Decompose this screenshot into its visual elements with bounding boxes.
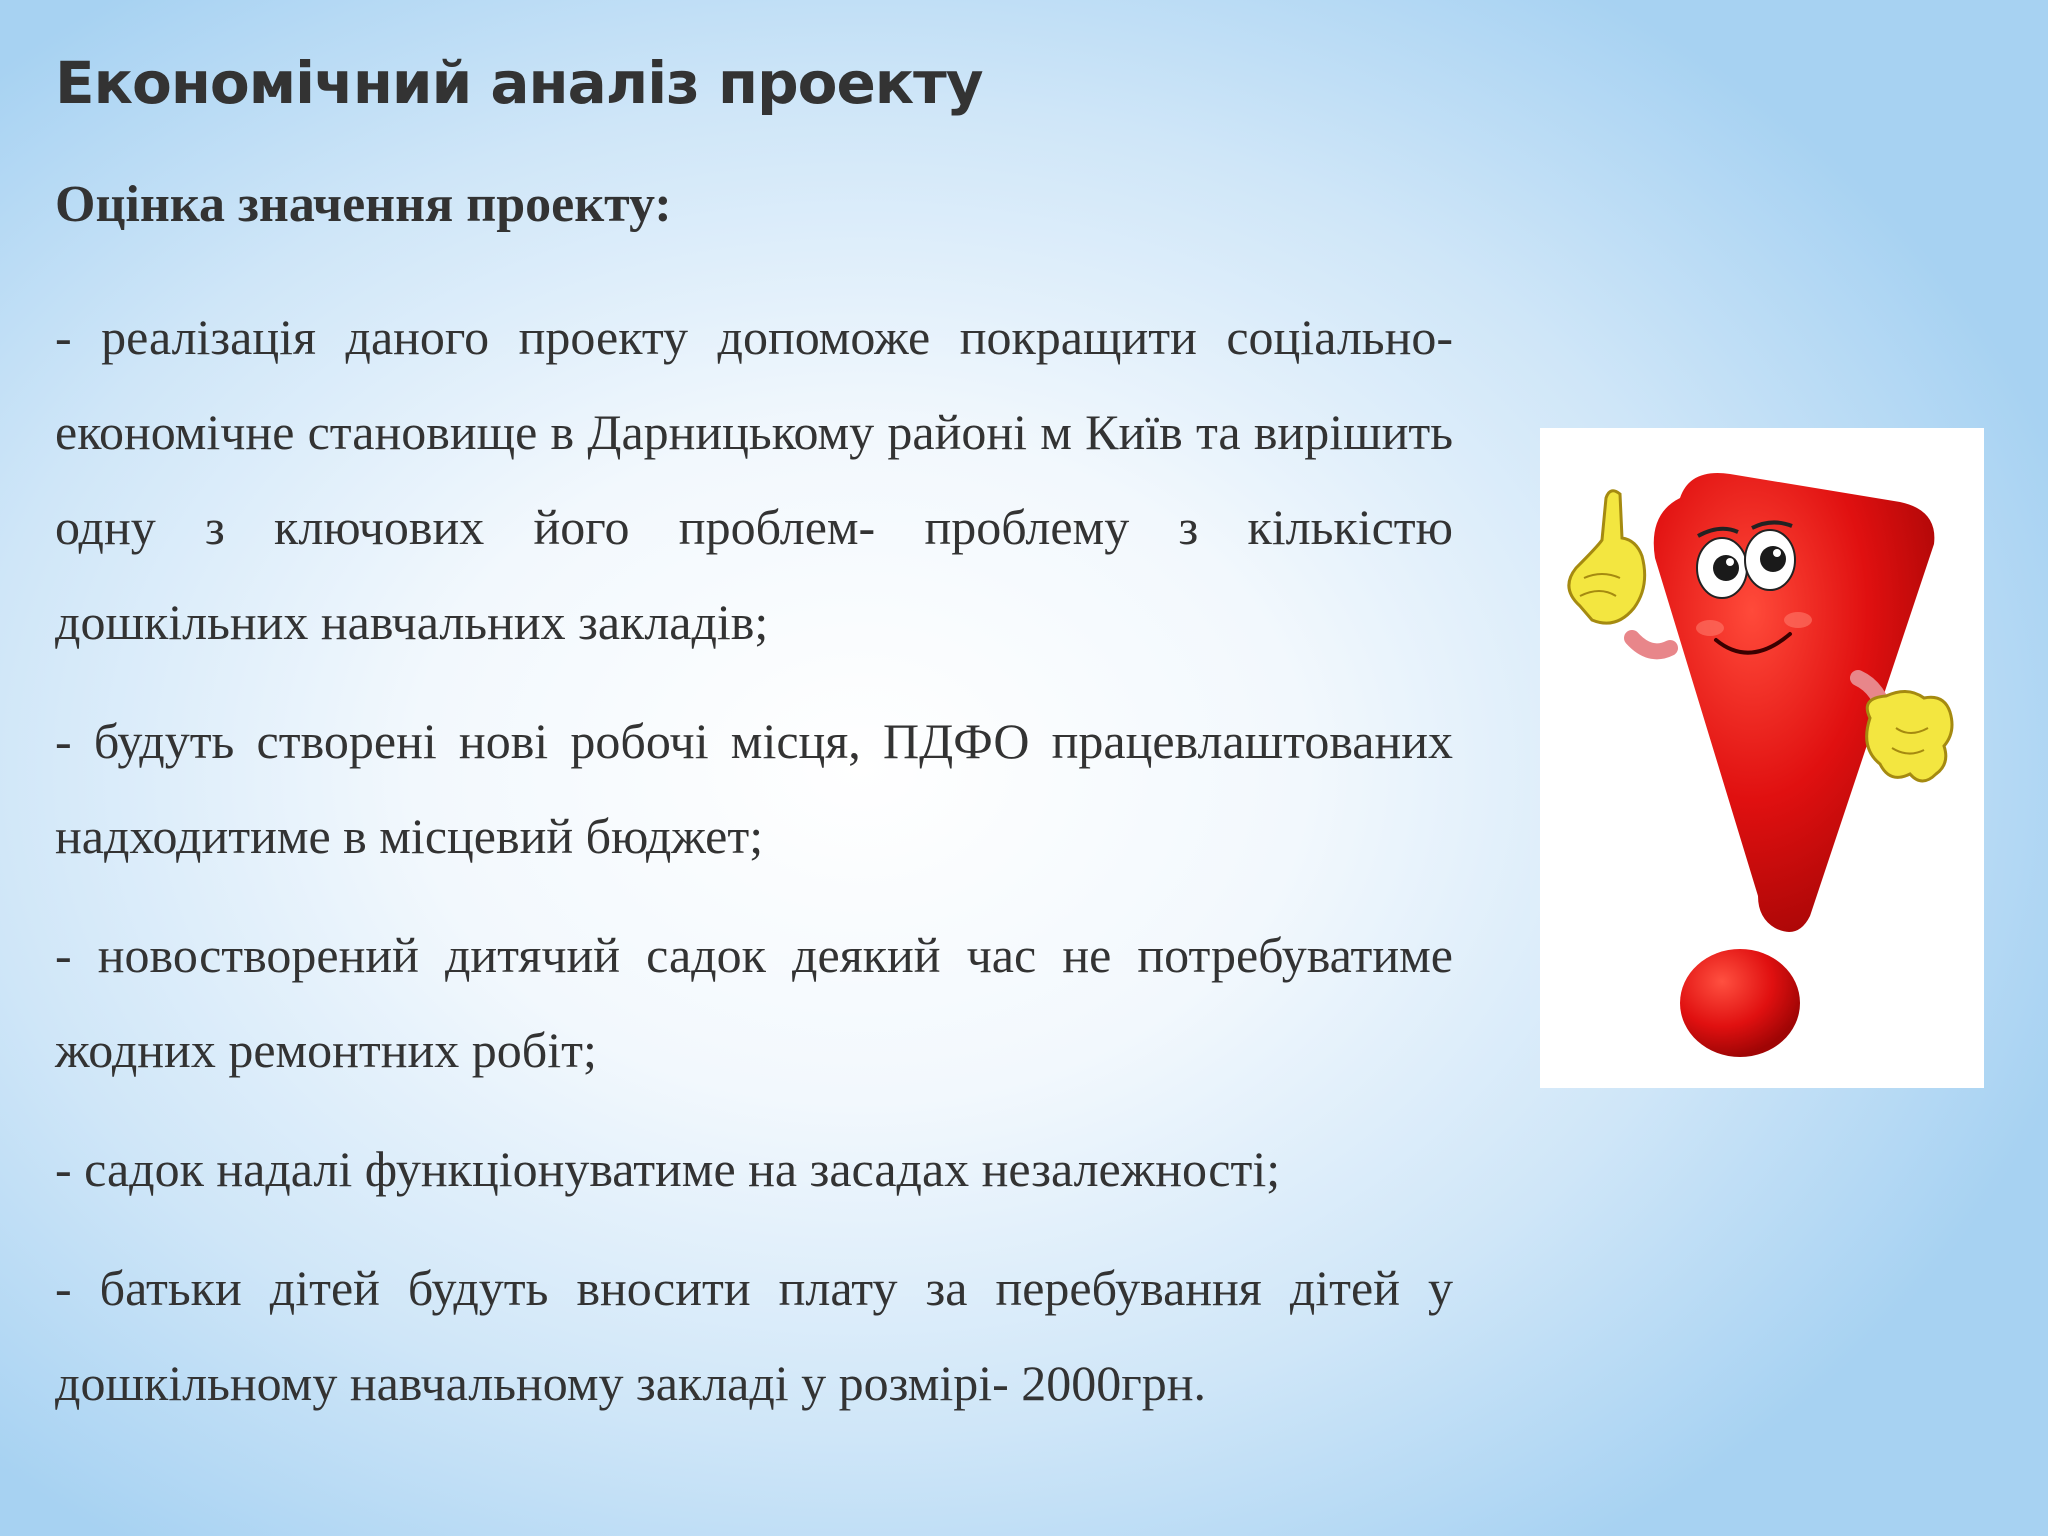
exclamation-mark-cartoon-icon <box>1540 428 1984 1088</box>
slide-body <box>55 290 1453 1455</box>
slide-subtitle: Оцінка значення проекту: <box>55 176 672 233</box>
paragraph-4: - садок надалі функціонуватиме на засадах незалежності; <box>55 1141 1281 1197</box>
paragraph-2: - будуть створені нові робочі місця, ПДФО працевлаштованих надходитиме в місцевий бюджет; <box>55 713 1453 864</box>
paragraph-3: - новостворений дитячий садок деякий час не потребуватиме жодних ремонтних робіт; <box>55 927 1453 1078</box>
paragraph-1: - реалізація даного проекту допоможе покращити соціально-економічне становище в Дарницькому районі м Київ та вирішить одну з ключових його проблем- проблему з кількістю дошкільних навчальних закладів; <box>55 309 1453 650</box>
slide-title: Економічний аналіз проекту <box>55 49 983 117</box>
paragraph-5: - батьки дітей будуть вносити плату за перебування дітей у дошкільному навчальному закладі у розмірі- 2000грн. <box>55 1260 1453 1411</box>
